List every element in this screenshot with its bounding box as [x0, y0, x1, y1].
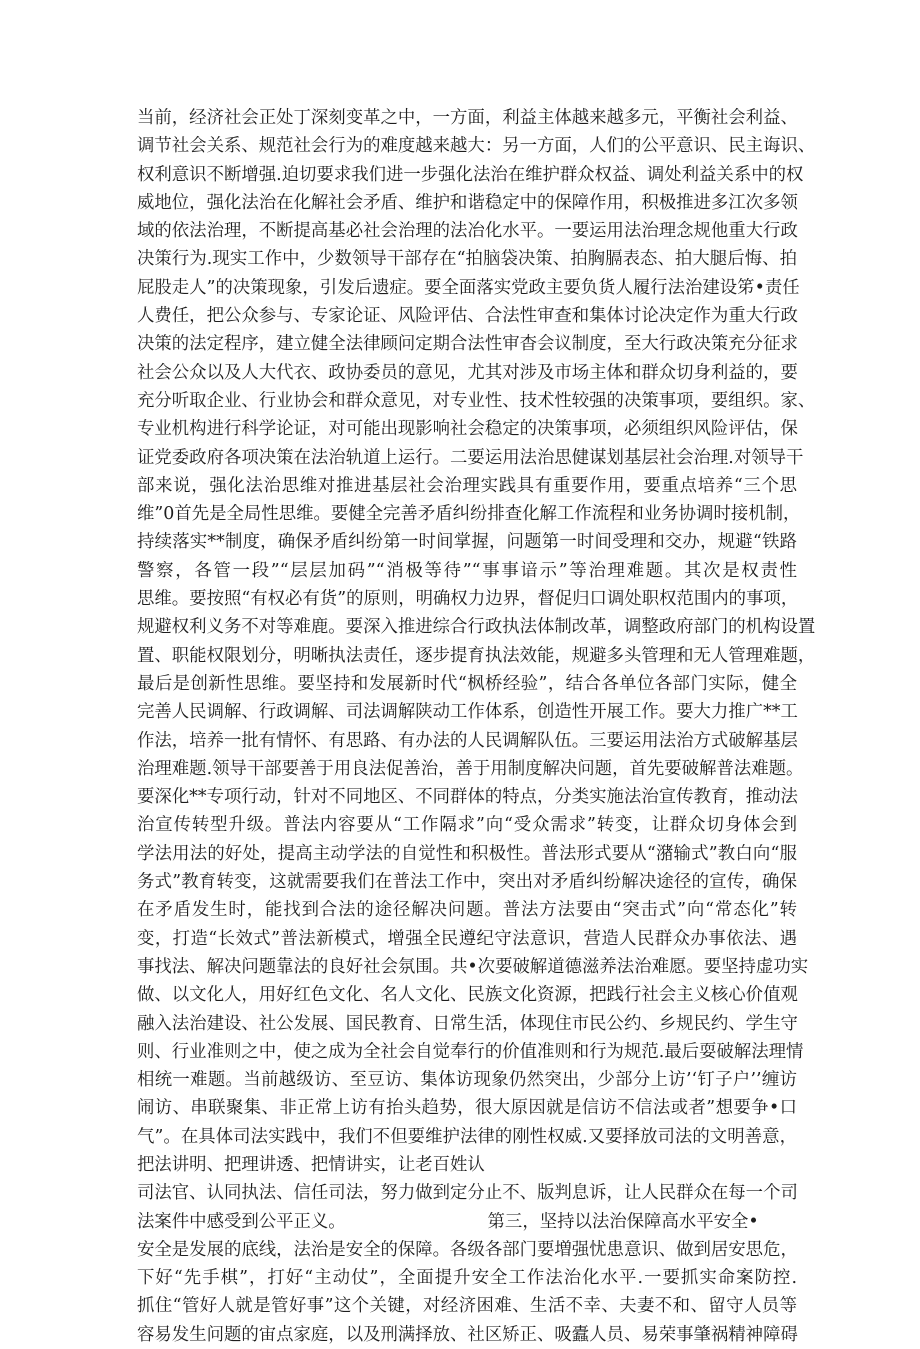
text-line: 事找法、解决问题靠法的良好社会氛围。共•次要破解道德滋养法治难愿。要坚持虚功实 [137, 956, 809, 977]
text-line: 证党委政府各项决策在法治轨道上运行。二要运用法治思健谋划基层社会治理.对领导干 [137, 447, 804, 468]
text-line: 社会公众以及人大代衣、政协委员的意见，尤其对涉及市场主体和群众切身利益的，要 [137, 362, 798, 383]
text-line: 司法官、认同执法、信任司法，努力做到定分止不、版判息诉，让人民群众在每一个司 [137, 1183, 798, 1204]
text-line: 思维。要按照“有权必有货”的原则，明确权力边界，督促归口调处职权范围内的事项， [137, 589, 799, 610]
text-line-tail: 法案件中感受到公平正义。 [137, 1211, 346, 1232]
text-line: 治理难题.领导干部要善于用良法促善治，善于用制度解决问题，首先要破解普法难题。 [137, 758, 804, 779]
text-line: 专业机构进行科学论证，对可能出现影响社会稳定的决策事项，必须组织风险评估，保 [137, 419, 798, 440]
text-line: 安全是发展的底线，法治是安全的保障。各级各部门要増强忧患意识、做到居安思危， [137, 1239, 798, 1260]
section-heading-line [137, 1208, 797, 1236]
text-line: 调节社会关系、规范社会行为的难度越来越大：另一方面，人们的公平意识、民主诲识、 [137, 136, 816, 157]
text-line: 气”。在具体司法实践中，我们不但要维护法律的刚性权威.又要择放司法的文明善意， [137, 1126, 797, 1147]
section-heading: 第三，坚持以法治保障高水平安全• [487, 1211, 759, 1232]
text-line: 变，打造“长效式”普法新模式，增强全民遵纪守法意识，营造人民群众办事依法、遇 [137, 928, 797, 949]
text-line: 融入法治建设、社公发展、国民教育、日常生活，体现住市民公约、乡规民约、学生守 [137, 1013, 798, 1034]
text-line: 屁股走人”的决策现象，引发后遗症。要全面落实党政主要负货人履行法治建设笫•责任 [137, 277, 800, 298]
text-line: 警察，各管一段”“层层加码”“消极等待”“事事谙示”等治理难题。其次是权责性 [137, 560, 797, 581]
text-line: 把法讲明、把理讲透、把情讲实，让老百姓认 [137, 1154, 485, 1175]
text-line: 充分听取企业、行业协会和群众意见，对专业性、技术性较强的决策事项，要组织。家、 [137, 390, 816, 411]
text-line: 治宣传转型升级。普法内容要从“工作隔求”向“受众需求”转变，让群众切身体会到 [137, 815, 797, 836]
text-line: 下好“先手棋”，打好“主动仗”，全面提升安全工作法治化水平.一要抓实命案防控. [137, 1268, 797, 1289]
text-line: 抓住“管好人就是管好事”这个关键，对经济困难、生活不幸、夫妻不和、留守人员等 [137, 1296, 797, 1317]
text-line: 则、行业准则之中，使之成为全社会自觉奉行的价值准则和行为规范.最后耍破解法理情 [137, 1041, 804, 1062]
text-line: 域的依法治理，不断提高基必社会治理的法冶化水平。一要运用法治理念规他重大行政 [137, 221, 798, 242]
text-line: 最后是创新性思维。要坚持和发展新时代“枫桥经验”，结合各单位各部门实际，健全 [137, 673, 797, 694]
document-body [137, 104, 816, 1349]
text-line: 置、职能权限划分，明晰执法责任，逐步提育执法效能，规避多头管理和无人管理难题， [137, 645, 816, 666]
text-line: 相统一难题。当前越级访、至豆访、集体访现象仍然突出，少部分上访’‘钉子户’’缠访 [137, 1070, 797, 1091]
text-line: 容易发生问题的宙点家庭，以及刑满择放、社区矫正、吸蠹人员、易荣事肇祸精神障碍 [137, 1324, 798, 1345]
text-line: 权利意识不断增强.迫切要求我们进一步强化法治在维护群众权益、调处利益关系中的权 [137, 164, 804, 185]
text-line: 闹访、串联聚集、非正常上访有抬头趋势，很大原因就是信访不信法或者”想要争•口 [137, 1098, 797, 1119]
text-line: 完善人民调解、行政调解、司法调解陕动工作体系，创造性开展工作。要大力推广**工 [137, 702, 798, 723]
text-line: 部来说，强化法治思维对推进基层社会治理实践具有重要作用，要重点培养“三个思 [137, 475, 797, 496]
text-line: 要深化**专项行动，针对不同地区、不同群体的特点，分类实施法治宣传教育，推动法 [137, 787, 798, 808]
text-line: 在矛盾发生时，能找到合法的途径解决问题。普法方法要由“突击式”向“常态化”转 [137, 900, 797, 921]
text-line: 做、以文化人，用好红色文化、名人文化、民族文化资源，把践行社会主义核心价值观 [137, 985, 798, 1006]
text-line: 规避权利义务不对等难鹿。要深入推进综合行政执法体制改革，调整政府部门的机构设置 [137, 617, 816, 638]
text-line: 学法用法的好处，提高主动学法的自觉性和积极性。普法形式要从“潴输式”教白向“服 [137, 843, 797, 864]
text-line: 作法，培养一批有情怀、有思路、有办法的人民调解队伍。三要运用法治方式破解基层 [137, 730, 798, 751]
text-line: 维”0首先是全局性思维。要健全完善矛盾纠纷排查化解工作流程和业务协调时接机制， [137, 504, 801, 525]
text-line: 当前，经济社会正处丁深刻变革之中，一方面，利益主体越来越多元，平衡社会利益、 [137, 108, 798, 128]
text-line: 威地位，强化法治在化解社会矛盾、维护和谐稳定中的保障作用，积极推进多江次多领 [137, 192, 798, 213]
text-line: 持续落实**制度，确保矛盾纠纷第一时间掌握，问题第一时间受理和交办，规避“铁路 [137, 532, 797, 553]
text-line: 务式”教育转变，这就需要我们在普法工作中，突出对矛盾纠纷解决途径的宣传，确保 [137, 872, 797, 893]
text-line: 决策的法定程序，建立健全法律顾问定期合法性审杳会议制度，至大行政决策充分征求 [137, 334, 798, 355]
text-line: 决策行为.现实工作中，少数领导干部存在“拍脑袋决策、拍胸膈表态、拍大腿后悔、拍 [137, 249, 797, 270]
text-line: 人费任，把公众参与、专家论证、风险评估、合法性审查和集体讨论决定作为重大行政 [137, 306, 798, 327]
